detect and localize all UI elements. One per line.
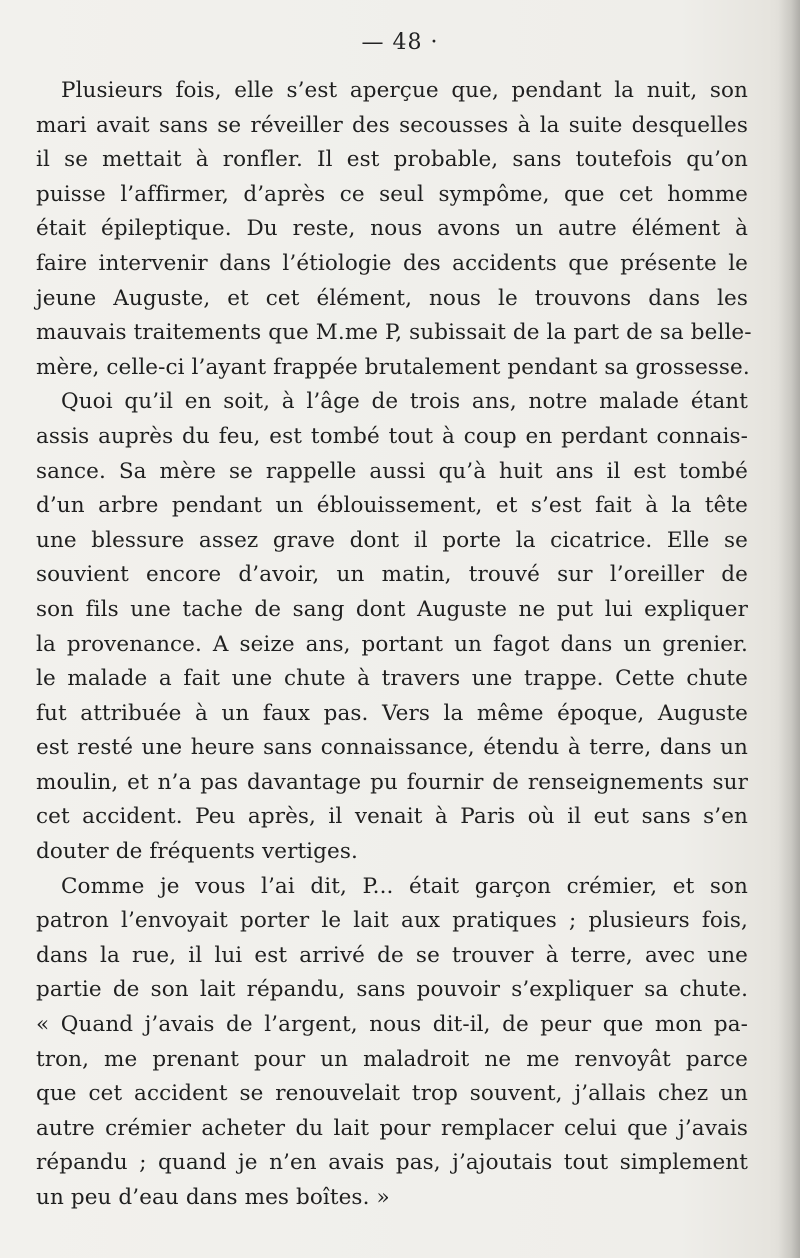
text-line: il se mettait à ronfler. Il est probable, sans toutefois qu’on	[36, 147, 748, 173]
page-number: — 48 ·	[361, 30, 439, 55]
text-line: jeune Auguste, et cet élément, nous le trouvons dans les	[36, 285, 748, 311]
text-line: était épileptique. Du reste, nous avons un autre élément à	[36, 216, 748, 242]
text-line: que cet accident se renouvelait trop souvent, j’allais chez un	[36, 1081, 748, 1107]
text-line: sance. Sa mère se rappelle aussi qu’à huit ans il est tombé	[36, 458, 748, 484]
text-line: puisse l’affirmer, d’après ce seul sympôme, que cet homme	[36, 181, 748, 207]
text-line: Comme je vous l’ai dit, P... était garçon crémier, et son	[61, 873, 748, 899]
text-line: patron l’envoyait porter le lait aux pratiques ; plusieurs fois,	[36, 908, 748, 934]
text-line: fut attribuée à un faux pas. Vers la même époque, Auguste	[36, 700, 748, 726]
text-line: un peu d’eau dans mes boîtes. »	[36, 1185, 390, 1210]
text-line: moulin, et n’a pas davantage pu fournir de renseignements sur	[36, 769, 748, 795]
text-line: le malade a fait une chute à travers une trappe. Cette chute	[36, 666, 748, 692]
text-line: Plusieurs fois, elle s’est aperçue que, pendant la nuit, son	[61, 78, 748, 103]
text-line: douter de fréquents vertiges.	[36, 839, 358, 865]
text-line: mari avait sans se réveiller des secousses à la suite desquelles	[36, 112, 748, 138]
text-line: répandu ; quand je n’en avais pas, j’ajoutais tout simplement	[36, 1150, 748, 1176]
text-line: Quoi qu’il en soit, à l’âge de trois ans, notre malade étant	[61, 389, 748, 415]
text-line: est resté une heure sans connaissance, étendu à terre, dans un	[36, 735, 748, 761]
text-line: souvient encore d’avoir, un matin, trouvé sur l’oreiller de	[36, 562, 748, 588]
text-line: assis auprès du feu, est tombé tout à coup en perdant connais-	[36, 423, 748, 449]
text-line: mauvais traitements que M.me P, subissait de la part de sa belle-	[36, 320, 752, 346]
text-line: une blessure assez grave dont il porte la cicatrice. Elle se	[36, 527, 748, 553]
text-line: faire intervenir dans l’étiologie des accidents que présente le	[36, 250, 748, 276]
body-text	[36, 74, 752, 1216]
text-line: son fils une tache de sang dont Auguste ne put lui expliquer	[36, 596, 748, 622]
text-line: tron, me prenant pour un maladroit ne me renvoyât parce	[36, 1046, 748, 1072]
text-line: mère, celle-ci l’ayant frappée brutalement pendant sa grossesse.	[36, 354, 750, 380]
text-line: autre crémier acheter du lait pour remplacer celui que j’avais	[36, 1115, 748, 1141]
text-line: la provenance. A seize ans, portant un fagot dans un grenier.	[36, 631, 748, 657]
text-line: dans la rue, il lui est arrivé de se trouver à terre, avec une	[36, 942, 748, 968]
page-edge-shadow	[778, 0, 800, 1258]
text-line: partie de son lait répandu, sans pouvoir s’expliquer sa chute.	[36, 977, 748, 1003]
text-line: cet accident. Peu après, il venait à Paris où il eut sans s’en	[36, 804, 748, 830]
text-line: « Quand j’avais de l’argent, nous dit-il, de peur que mon pa-	[36, 1012, 748, 1038]
text-line: d’un arbre pendant un éblouissement, et s’est fait à la tête	[36, 493, 748, 519]
